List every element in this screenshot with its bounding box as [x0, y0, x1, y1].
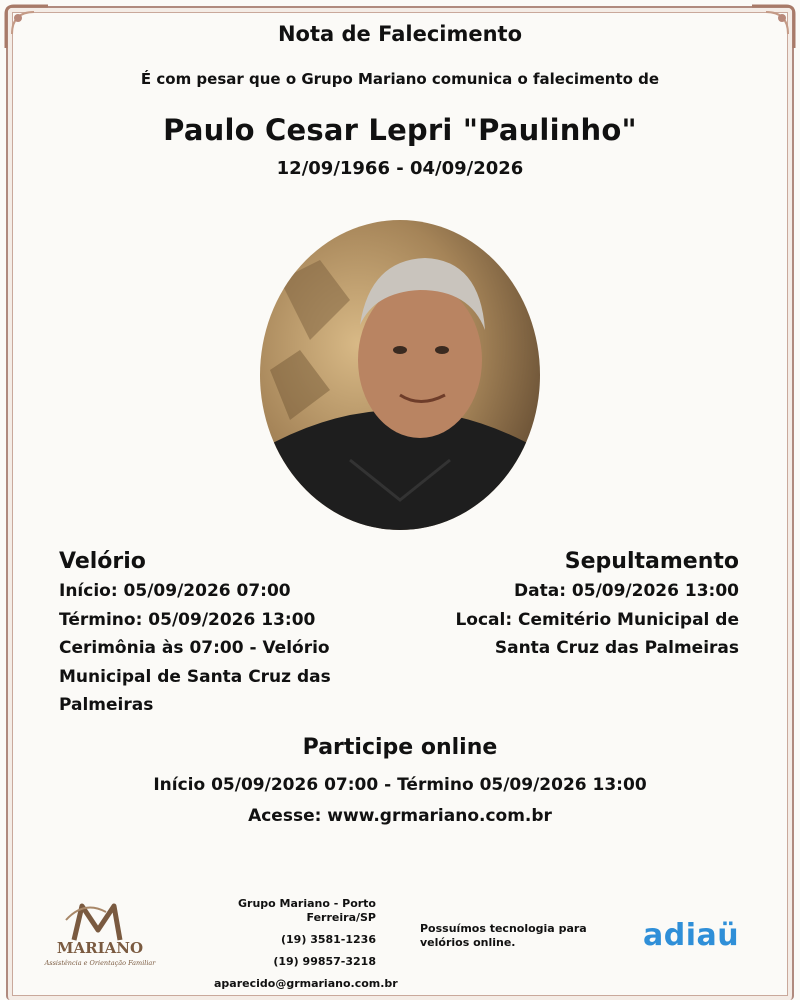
deceased-photo: [260, 220, 540, 530]
adiau-logo: adiaü: [643, 918, 740, 953]
sepultamento-local: Local: Cemitério Municipal de: [455, 609, 739, 630]
contact-email[interactable]: aparecido@grmariano.com.br: [214, 977, 398, 990]
tech-notice: Possuímos tecnologia para velórios online.: [420, 922, 587, 949]
velorio-ceremony: Municipal de Santa Cruz das: [59, 666, 331, 687]
velorio-section: [59, 547, 379, 720]
svg-text:Assistência e Orientação Famil: Assistência e Orientação Familiar: [44, 959, 156, 967]
svg-text:MARIANO: MARIANO: [56, 939, 144, 957]
sepultamento-heading: Sepultamento: [564, 549, 739, 574]
velorio-ceremony: Cerimônia às 07:00 - Velório: [59, 638, 330, 658]
online-site-link[interactable]: Acesse: www.grmariano.com.br: [248, 806, 552, 826]
contact-phone[interactable]: (19) 3581-1236: [281, 933, 376, 946]
velorio-heading: Velório: [59, 549, 146, 574]
contact-block: [214, 897, 398, 999]
velorio-ceremony: Palmeiras: [59, 695, 154, 715]
sepultamento-date: Data: 05/09/2026 13:00: [514, 581, 739, 601]
online-heading: Participe online: [302, 735, 498, 760]
velorio-start: Início: 05/09/2026 07:00: [59, 581, 291, 601]
life-dates: 12/09/1966 - 04/09/2026: [276, 158, 524, 179]
velorio-end: Término: 05/09/2026 13:00: [59, 609, 316, 630]
online-period: Início 05/09/2026 07:00 - Término 05/09/2026 13:00: [153, 775, 647, 795]
sepultamento-section: [399, 547, 739, 663]
contact-phone[interactable]: (19) 99857-3218: [273, 955, 376, 968]
deceased-name: Paulo Cesar Lepri "Paulinho": [163, 113, 637, 147]
mariano-logo: [44, 900, 156, 970]
contact-group: Grupo Mariano - Porto Ferreira/SP: [237, 897, 376, 924]
notice-title: Nota de Falecimento: [277, 22, 523, 46]
sepultamento-local: Santa Cruz das Palmeiras: [494, 638, 739, 658]
notice-intro: É com pesar que o Grupo Mariano comunica o falecimento de: [140, 70, 660, 88]
